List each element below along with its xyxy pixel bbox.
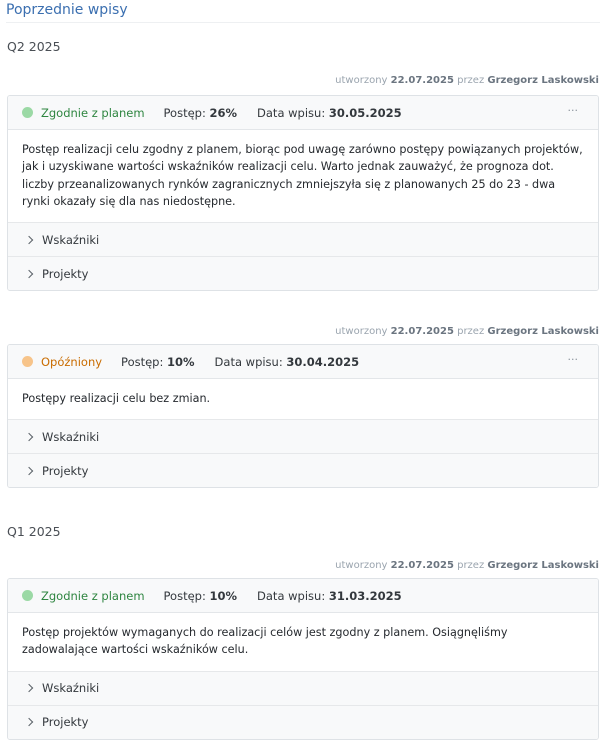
quarter-heading: Q2 2025 xyxy=(7,39,61,54)
status-dot-icon xyxy=(22,107,33,118)
entry-card xyxy=(7,95,599,291)
entry-date: Data wpisu: 31.03.2025 xyxy=(257,588,402,603)
author-link[interactable]: Grzegorz Laskowski xyxy=(487,326,599,337)
section-toggle-indicators[interactable]: Wskaźniki xyxy=(8,419,598,453)
author-link[interactable]: Grzegorz Laskowski xyxy=(487,75,599,86)
chevron-right-icon xyxy=(25,433,33,441)
progress-value: Postęp: 10% xyxy=(121,354,195,369)
section-toggle-projects[interactable]: Projekty xyxy=(8,453,598,487)
status-dot-icon xyxy=(22,356,33,367)
entry-header xyxy=(8,96,598,130)
entry-date: Data wpisu: 30.04.2025 xyxy=(214,354,360,369)
chevron-right-icon xyxy=(25,684,33,692)
status-badge: Zgodnie z planem xyxy=(41,588,145,603)
entry-header xyxy=(8,345,598,379)
section-title: Poprzednie wpisy xyxy=(6,2,128,18)
section-divider xyxy=(6,22,600,23)
entry-body: Postępy realizacji celu bez zmian. xyxy=(22,392,211,405)
entry-meta: utworzony 22.07.2025 przez Grzegorz Laskowski xyxy=(335,560,599,571)
more-options-icon[interactable]: ··· xyxy=(567,104,578,117)
chevron-right-icon xyxy=(25,467,33,475)
chevron-right-icon xyxy=(25,718,33,726)
chevron-right-icon xyxy=(25,269,33,277)
section-toggle-projects[interactable]: Projekty xyxy=(8,256,598,290)
progress-value: Postęp: 10% xyxy=(163,588,238,603)
status-dot-icon xyxy=(22,590,33,601)
entry-card xyxy=(7,578,599,740)
chevron-right-icon xyxy=(25,235,33,243)
author-link[interactable]: Grzegorz Laskowski xyxy=(487,560,599,571)
entry-header xyxy=(8,579,598,613)
status-badge: Opóźniony xyxy=(41,354,103,369)
entry-date: Data wpisu: 30.05.2025 xyxy=(257,105,402,120)
entry-card xyxy=(7,344,599,488)
progress-value: Postęp: 26% xyxy=(163,105,238,120)
entry-meta: utworzony 22.07.2025 przez Grzegorz Laskowski xyxy=(335,75,599,86)
quarter-heading: Q1 2025 xyxy=(7,524,61,539)
status-badge: Zgodnie z planem xyxy=(41,105,145,120)
entry-body: Postęp projektów wymaganych do realizacji celów jest zgodny z planem. Osiągnęliśmy zadowalające wartości wskaźników celu. xyxy=(22,626,508,657)
section-toggle-projects[interactable]: Projekty xyxy=(8,705,598,739)
section-toggle-indicators[interactable]: Wskaźniki xyxy=(8,222,598,256)
entry-meta: utworzony 22.07.2025 przez Grzegorz Laskowski xyxy=(335,326,599,337)
section-toggle-indicators[interactable]: Wskaźniki xyxy=(8,671,598,705)
more-options-icon[interactable]: ··· xyxy=(567,353,578,366)
entry-body: Postęp realizacji celu zgodny z planem, biorąc pod uwagę zarówno postępy powiązanych projektów, jak i uzyskiwane wartości wskaźników realizacji celu. Warto jednak zauważyć, że prognoza dot. liczby przeanalizowanych rynków zagranicznych zmniejszyła się z planowanych 25 do 23 - dwa rynki okazały się dla nas niedostępne. xyxy=(22,143,583,208)
